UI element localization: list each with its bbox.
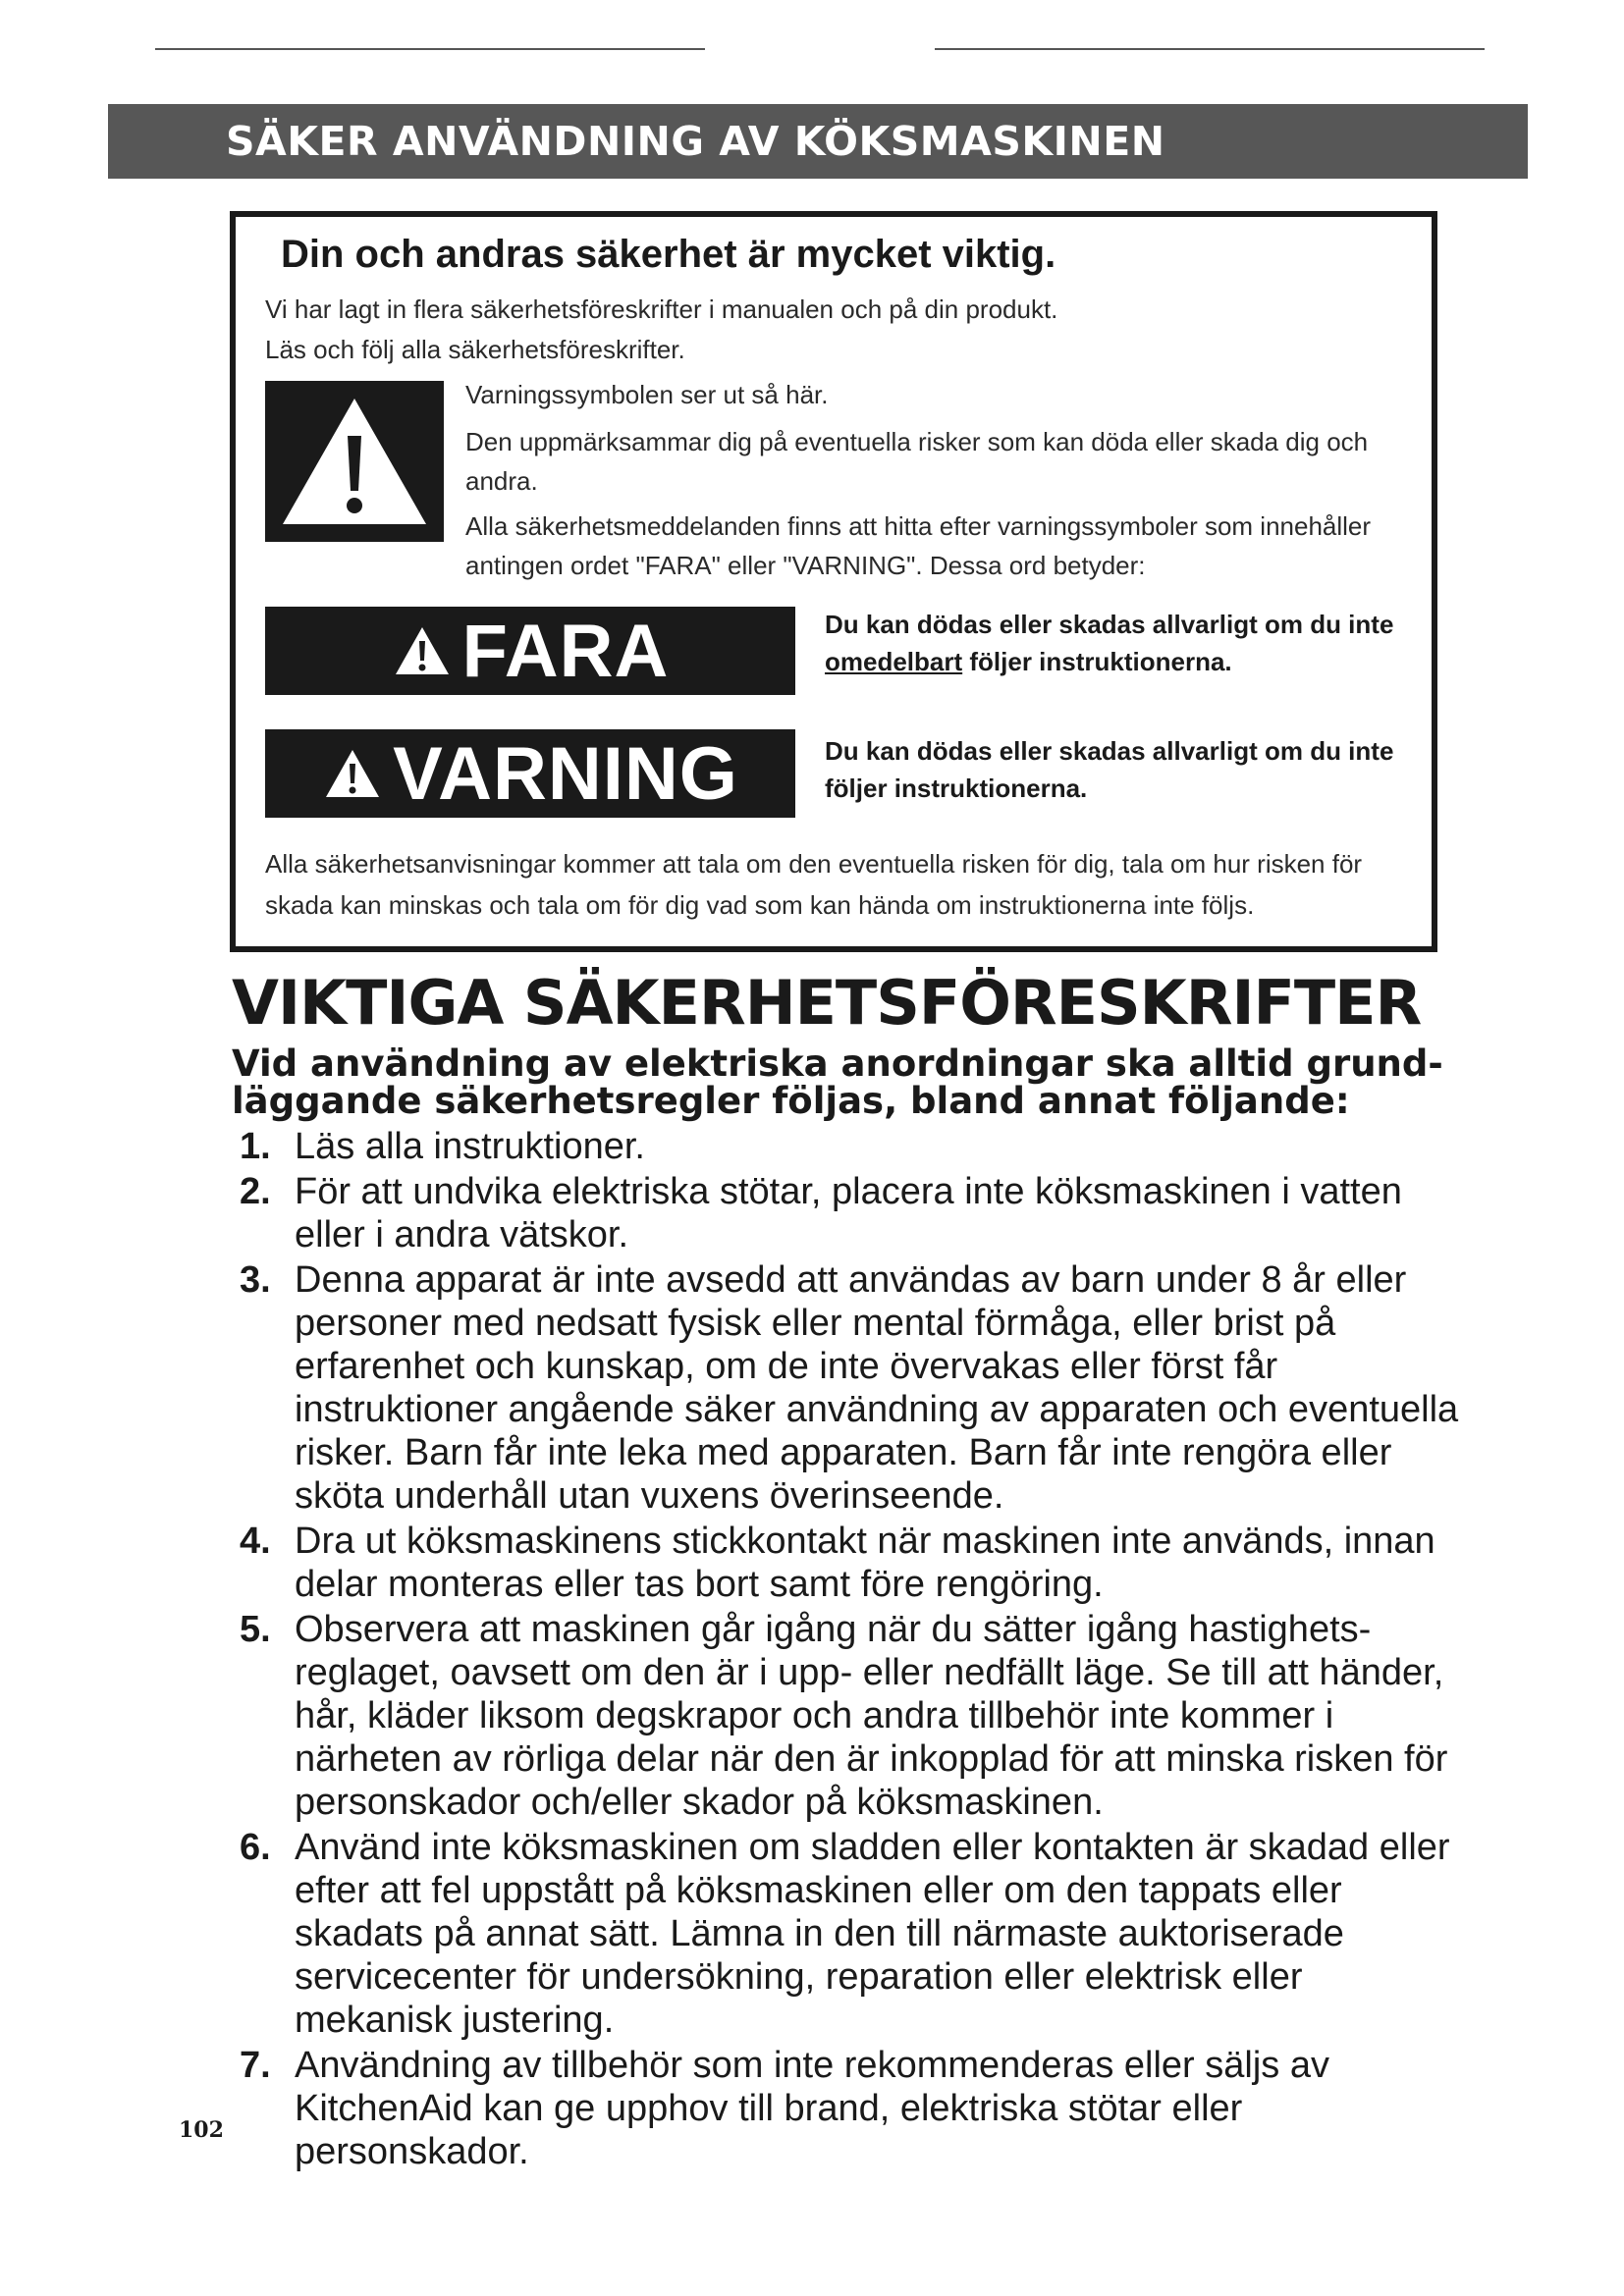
fara-desc-underline: omedelbart <box>825 647 963 676</box>
list-item-text: Dra ut köksmaskinens stickkontakt när maskinen inte används, innan delar monteras eller tas bort samt före rengöring. <box>295 1521 1435 1605</box>
fara-label-text: FARA <box>461 609 670 693</box>
section-header: SÄKER ANVÄNDNING AV KÖKSMASKINEN <box>108 104 1528 179</box>
list-item-number: 7. <box>240 2045 271 2086</box>
list-item-text: Använd inte köksmaskinen om sladden eller kontakten är skadad eller efter att fel uppstått på köksmaskinen eller om den tappats eller skadats på annat sätt. Lämna in den till närmaste auktoriserade servicecenter för undersökning, reparation eller elektrisk eller mekanisk justering. <box>295 1827 1450 2041</box>
list-item-number: 6. <box>240 1827 271 1868</box>
intro-line-1: Vi har lagt in flera säkerhetsföreskrifter i manualen och på din produkt. <box>265 294 1058 324</box>
safety-box-footer: Alla säkerhetsanvisningar kommer att tala om den eventuella risken för dig, tala om hur risken för skada kan minskas och tala om för dig vad som kan hända om instruktionerna inte följs. <box>265 849 1363 920</box>
list-item <box>240 1258 1467 1518</box>
warning-triangle-small-icon <box>322 746 383 801</box>
list-item <box>240 2044 1467 2173</box>
list-item-number: 2. <box>240 1171 271 1212</box>
top-rule-right <box>935 48 1485 50</box>
list-item-text: Denna apparat är inte avsedd att användas av barn under 8 år eller personer med nedsatt fysisk eller mental förmåga, eller brist på erfarenhet och kunskap, om de inte övervakas eller först får instruktioner angående säker användning av apparaten och eventuella risker. Barn får inte leka med apparaten. Barn får inte rengöra eller sköta underhåll utan vuxens överinseende. <box>295 1259 1459 1517</box>
main-title: VIKTIGA SÄKERHETSFÖRESKRIFTER <box>232 967 1422 1039</box>
list-item <box>240 1170 1467 1256</box>
list-item <box>240 1608 1467 1824</box>
list-item-number: 3. <box>240 1259 271 1301</box>
list-item <box>240 1520 1467 1606</box>
list-item <box>240 1826 1467 2042</box>
list-item-text: För att undvika elektriska stötar, placera inte köksmaskinen i vatten eller i andra vätskor. <box>295 1171 1402 1255</box>
main-subtitle: Vid användning av elektriska anordningar ska alltid grund-läggande säkerhetsregler följas, bland annat följande: <box>232 1042 1443 1122</box>
fara-desc-pre: Du kan dödas eller skadas allvarligt om du inte <box>825 610 1394 639</box>
symbol-line-3: Alla säkerhetsmeddelanden finns att hitta efter varningssymboler som innehåller antingen ordet "FARA" eller "VARNING". Dessa ord betyder: <box>465 511 1372 580</box>
safety-box-title: Din och andras säkerhet är mycket viktig. <box>281 233 1056 276</box>
list-item-number: 4. <box>240 1521 271 1562</box>
fara-description <box>825 606 1414 680</box>
symbol-line-2: Den uppmärksammar dig på eventuella risker som kan döda eller skada dig och andra. <box>465 427 1369 496</box>
fara-label <box>265 607 795 695</box>
list-item-text: Observera att maskinen går igång när du sätter igång hastighets-reglaget, oavsett om den är i upp- eller nedfällt läge. Se till att händer, hår, kläder liksom degskrapor och andra tillbehör inte kommer i närheten av rörliga delar när den är inkopplad för att minska risken för personskador och/eller skador på köksmaskinen. <box>295 1609 1448 1823</box>
varning-label <box>265 729 795 818</box>
fara-desc-post: följer instruktionerna. <box>962 647 1232 676</box>
warning-triangle-icon <box>265 381 444 542</box>
symbol-line-1: Varningssymbolen ser ut så här. <box>465 380 829 409</box>
list-item-text: Läs alla instruktioner. <box>295 1126 645 1167</box>
list-item-number: 5. <box>240 1609 271 1650</box>
intro-line-2: Läs och följ alla säkerhetsföreskrifter. <box>265 335 685 364</box>
page-number: 102 <box>179 2117 224 2143</box>
varning-description: Du kan dödas eller skadas allvarligt om du inte följer instruktionerna. <box>825 736 1394 803</box>
list-item-text: Användning av tillbehör som inte rekommenderas eller säljs av KitchenAid kan ge upphov till brand, elektriska stötar eller personskador. <box>295 2045 1329 2172</box>
safety-info-box <box>230 211 1437 952</box>
top-rule-left <box>155 48 705 50</box>
varning-label-text: VARNING <box>393 731 738 816</box>
list-item <box>240 1125 1467 1168</box>
warning-triangle-small-icon <box>392 623 453 678</box>
safety-list <box>240 1125 1467 2175</box>
list-item-number: 1. <box>240 1126 271 1167</box>
